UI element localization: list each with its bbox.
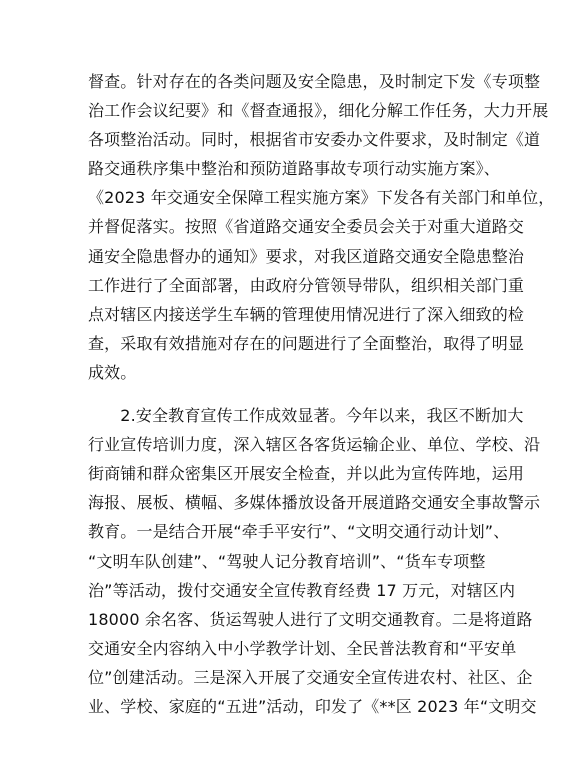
text-line: 交通安全内容纳入中小学教学计划、全民普法教育和“平安单: [88, 638, 517, 658]
text-line: 业、学校、家庭的“五进”活动，印发了《**区 2023 年“文明交: [88, 696, 537, 716]
text-line: 通安全隐患督办的通知》要求，对我区道路交通安全隐患整治: [88, 246, 525, 266]
text-line: 治”等活动，拨付交通安全宣传教育经费 17 万元，对辖区内: [88, 580, 516, 600]
text-line: 行业宣传培训力度，深入辖区各客货运输企业、单位、学校、沿: [88, 435, 541, 455]
text-line: 路交通秩序集中整治和预防道路事故专项行动实施方案》、: [88, 159, 500, 179]
paragraph-road-safety-supervision: [88, 67, 555, 387]
text-line: 点对辖区内接送学生车辆的管理使用情况进行了深入细致的检: [88, 304, 525, 324]
text-line: 成效。: [88, 362, 137, 382]
paragraph-safety-education: [88, 401, 541, 721]
paragraph-gap: [88, 387, 502, 401]
text-line: “文明车队创建”、“驾驶人记分教育培训”、“货车专项整: [88, 551, 486, 571]
text-line: 海报、展板、横幅、多媒体播放设备开展道路交通安全事故警示: [88, 493, 541, 513]
text-line: 督查。针对存在的各类问题及安全隐患，及时制定下发《专项整: [88, 72, 541, 91]
text-line: 18000 余名客、货运驾驶人进行了文明交通教育。二是将道路: [88, 609, 533, 629]
document-body: [88, 67, 555, 721]
text-line: 街商铺和群众密集区开展安全检查，并以此为宣传阵地，运用: [88, 464, 525, 484]
text-line: 各项整治活动。同时，根据省市安委办文件要求，及时制定《道: [88, 130, 541, 150]
text-line: 并督促落实。按照《省道路交通安全委员会关于对重大道路交: [88, 217, 525, 237]
text-line: 2.安全教育宣传工作成效显著。今年以来，我区不断加大: [88, 406, 524, 426]
text-line: 《2023 年交通安全保障工程实施方案》下发各有关部门和单位，: [88, 188, 555, 208]
text-line: 治工作会议纪要》和《督查通报》，细化分解工作任务，大力开展: [88, 101, 549, 121]
text-line: 工作进行了全面部署，由政府分管领导带队，组织相关部门重: [88, 275, 525, 295]
text-line: 位”创建活动。三是深入开展了交通安全宣传进农村、社区、企: [88, 667, 533, 687]
text-line: 查，采取有效措施对存在的问题进行了全面整治，取得了明显: [88, 333, 525, 353]
text-line: 教育。一是结合开展“牵手平安行”、“文明交通行动计划”、: [88, 522, 510, 542]
